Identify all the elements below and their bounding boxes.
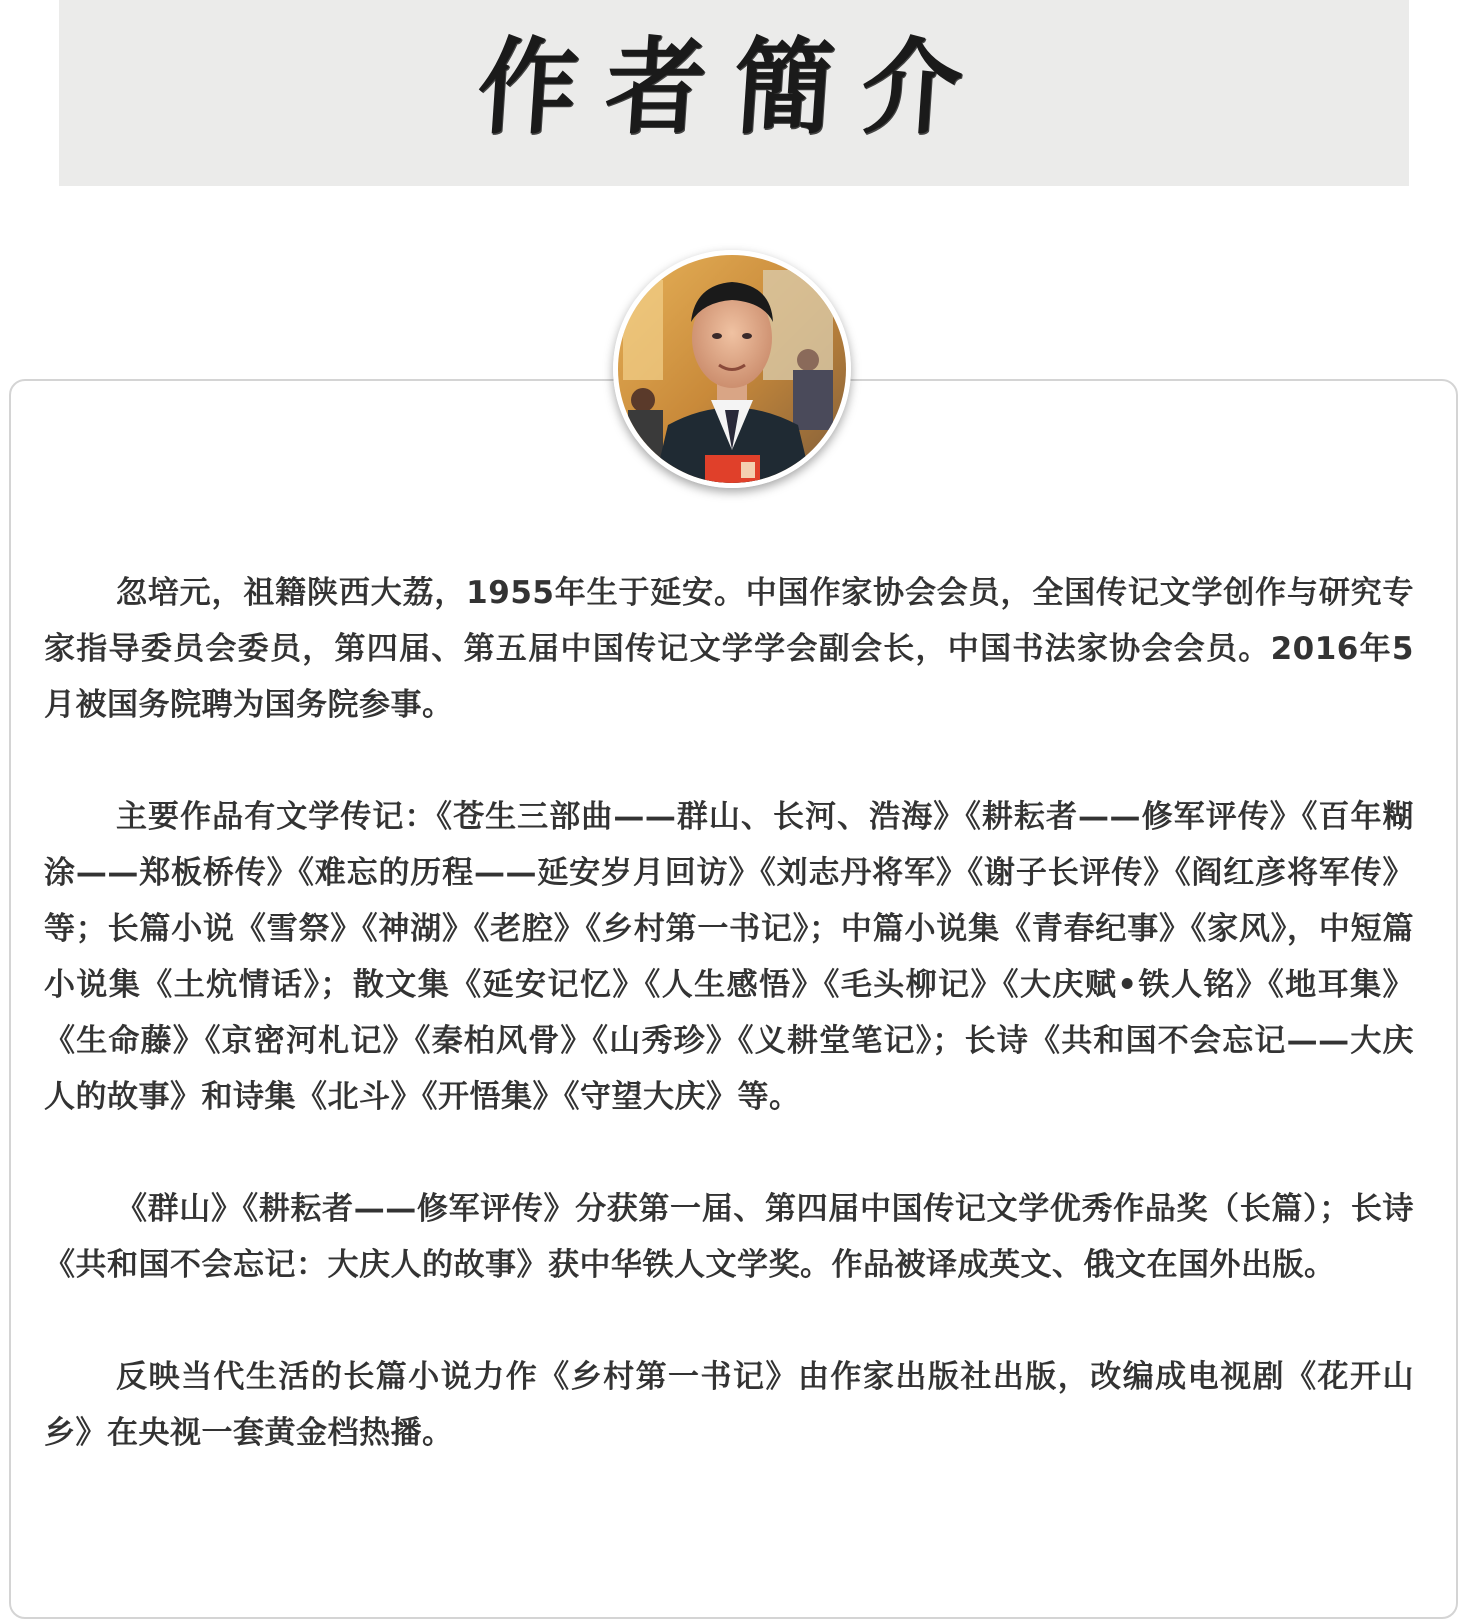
- bio-paragraph-intro: 忽培元，祖籍陕西大荔，1955年生于延安。中国作家协会会员，全国传记文学创作与研究专家指导委员会委员，第四届、第五届中国传记文学学会副会长，中国书法家协会会员。2016年5月被国务院聘为国务院参事。: [44, 575, 1414, 723]
- header-banner: [59, 0, 1409, 186]
- bio-paragraph-novel: 反映当代生活的长篇小说力作《乡村第一书记》由作家出版社出版，改编成电视剧《花开山乡》在央视一套黄金档热播。: [44, 1359, 1414, 1451]
- author-portrait-image: [613, 250, 851, 488]
- bio-text: [44, 565, 1414, 1517]
- bio-paragraph-works: 主要作品有文学传记：《苍生三部曲——群山、长河、浩海》《耕耘者——修军评传》《百年糊涂——郑板桥传》《难忘的历程——延安岁月回访》《刘志丹将军》《谢子长评传》《阎红彦将军传》等；长篇小说《雪祭》《神湖》《老腔》《乡村第一书记》；中篇小说集《青春纪事》《家风》，中短篇小说集《土炕情话》；散文集《延安记忆》《人生感悟》《毛头柳记》《大庆赋•铁人铭》《地耳集》《生命藤》《京密河札记》《秦柏风骨》《山秀珍》《义耕堂笔记》；长诗《共和国不会忘记——大庆人的故事》和诗集《北斗》《开悟集》《守望大庆》等。: [44, 799, 1414, 1115]
- avatar: [613, 250, 851, 488]
- page-title: 作者簡介: [473, 25, 995, 149]
- bio-paragraph-awards: 《群山》《耕耘者——修军评传》分获第一届、第四届中国传记文学优秀作品奖（长篇）；长诗《共和国不会忘记：大庆人的故事》获中华铁人文学奖。作品被译成英文、俄文在国外出版。: [44, 1191, 1414, 1283]
